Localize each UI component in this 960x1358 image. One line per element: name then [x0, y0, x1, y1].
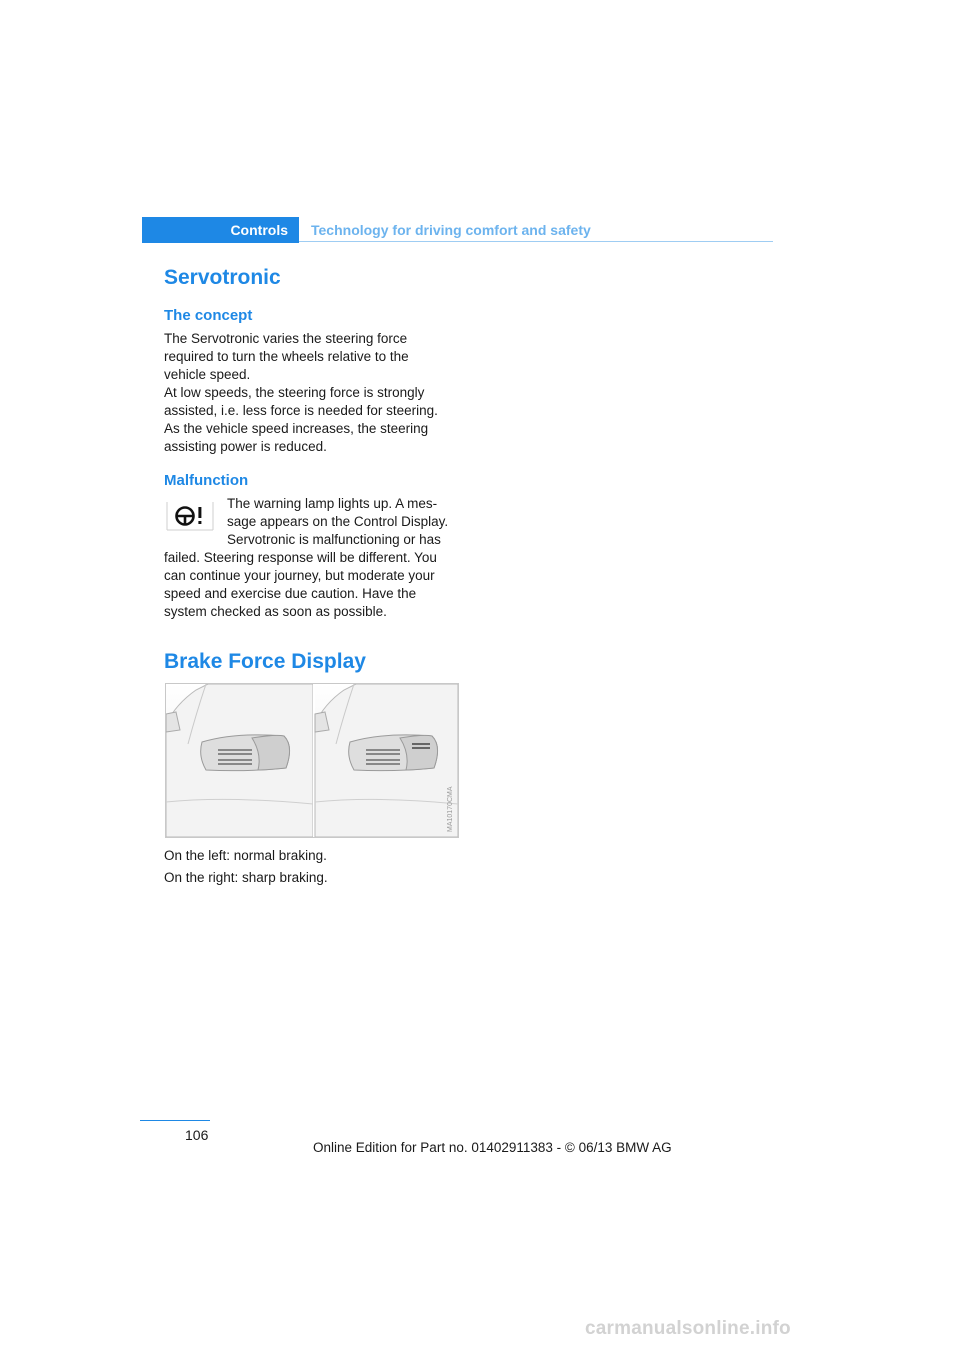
concept-line: At low speeds, the steering force is strongly [164, 385, 425, 400]
malfunction-line: system checked as soon as possible. [164, 604, 387, 619]
paragraph-malfunction-indented [227, 495, 467, 549]
paragraph-concept [164, 330, 464, 456]
concept-line: required to turn the wheels relative to the [164, 349, 409, 364]
watermark: carmanualsonline.info [585, 1318, 791, 1339]
page-header [142, 217, 773, 243]
caption-right: On the right: sharp braking. [164, 870, 328, 885]
brake-lights-illustration [165, 683, 459, 838]
caption-left: On the left: normal braking. [164, 848, 327, 863]
concept-line: assisted, i.e. less force is needed for steering. [164, 403, 438, 418]
malfunction-line: The warning lamp lights up. A mes- [227, 496, 438, 511]
concept-line: The Servotronic varies the steering force [164, 331, 408, 346]
malfunction-line: failed. Steering response will be different. You [164, 550, 437, 565]
footer-edition: Online Edition for Part no. 01402911383 - © 06/13 BMW AG [313, 1140, 672, 1155]
section-title-servotronic: Servotronic [164, 266, 281, 289]
paragraph-malfunction [164, 549, 464, 621]
heading-malfunction: Malfunction [164, 472, 249, 489]
heading-the-concept: The concept [164, 307, 253, 324]
image-code: MA10170CMA [447, 786, 454, 832]
header-rule [299, 241, 773, 242]
malfunction-line: Servotronic is malfunctioning or has [227, 532, 441, 547]
concept-line: assisting power is reduced. [164, 439, 327, 454]
header-chapter-title: Technology for driving comfort and safety [311, 222, 591, 238]
steering-warning-icon [165, 500, 215, 532]
page-number: 106 [185, 1127, 209, 1143]
page-number-rule [140, 1120, 210, 1121]
concept-line: vehicle speed. [164, 367, 251, 382]
malfunction-line: sage appears on the Control Display. [227, 514, 449, 529]
malfunction-line: speed and exercise due caution. Have the [164, 586, 417, 601]
header-section-label: Controls [142, 217, 299, 243]
section-title-brake-force-display: Brake Force Display [164, 650, 366, 673]
malfunction-line: can continue your journey, but moderate your [164, 568, 435, 583]
concept-line: As the vehicle speed increases, the steering [164, 421, 429, 436]
